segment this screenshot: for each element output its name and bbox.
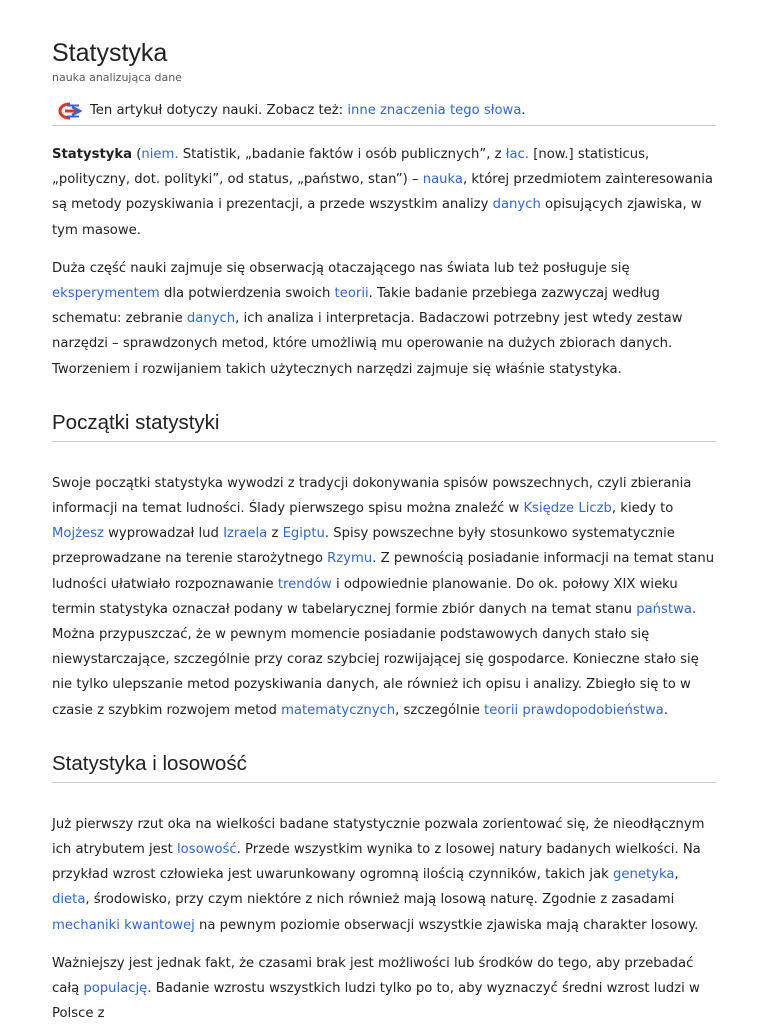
link-ksiega-liczb[interactable]: Księdze Liczb — [523, 501, 612, 517]
text-span: Statistik, „badanie faktów i osób publicznych”, z — [178, 147, 506, 162]
link-teorii[interactable]: teorii — [334, 286, 369, 302]
text-span: . Można przypuszczać, że w pewnym momencie posiadanie podstawowych danych stało się niewystarczające, szczególnie przy coraz szybciej rozwijającej się gospodarce. Konieczne stało się nie tylko ulepszanie metod pozyskiwania danych, ale również ich opisu i analizy. Zbiegło się to w czasie z szybkim rozwojem metod — [52, 601, 699, 718]
page-subtitle: nauka analizująca dane — [52, 71, 182, 84]
hatnote — [52, 98, 716, 126]
section-heading-poczatki: Początki statystyki — [52, 408, 716, 442]
text-span: . Przede wszystkim wynika to z losowej natury badanych wielkości. Na przykład wzrost człowieka jest uwarunkowany ogromną ilością czynników, takich jak — [52, 842, 701, 883]
text-span: . — [663, 702, 668, 718]
text-span: na pewnym poziomie obserwacji wszystkie zjawiska mają charakter losowy. — [194, 917, 699, 933]
link-eksperymentem[interactable]: eksperymentem — [52, 286, 160, 302]
hatnote-prefix: Ten artykuł dotyczy nauki. Zobacz też: — [90, 103, 348, 118]
text-span: wyprowadzał lud — [103, 526, 224, 542]
link-egiptu[interactable]: Egiptu — [282, 526, 325, 542]
section1-paragraph-1 — [52, 471, 716, 723]
text-span: , której przedmiotem zainteresowania są metody pozyskiwania i prezentacji, a przede wszystkim analizy — [52, 172, 713, 213]
text-span: . Spisy powszechne były stosunkowo systematycznie przeprowadzane na terenie starożytnego — [52, 526, 675, 567]
intro-paragraph-2 — [52, 256, 716, 382]
section2-paragraph-2 — [52, 951, 716, 1026]
link-izraela[interactable]: Izraela — [223, 526, 268, 542]
text-span: dla potwierdzenia swoich — [159, 286, 335, 302]
text-span: , — [674, 867, 679, 883]
text-span: . Z pewnością posiadanie informacji na temat stanu ludności ułatwiało rozpoznawanie — [52, 551, 715, 592]
text-span: , ich analiza i interpretacja. Badaczowi potrzebny jest wtedy zestaw narzędzi – sprawdzonych metod, które umożliwią mu operowanie na dużych zbiorach danych. — [52, 311, 683, 352]
page-title: Statystyka — [52, 39, 168, 67]
text-span: Swoje początki statystyka wywodzi z tradycji dokonywania spisów powszechnych, czyli zbierania informacji na temat ludności. Ślady pierwszego spisu można znaleźć w — [52, 475, 692, 517]
text-span: . Badanie wzrostu wszystkich ludzi tylko po to, aby wyznaczyć średni wzrost ludzi w Polsce z — [52, 981, 700, 1022]
link-panstwa[interactable]: państwa — [636, 601, 692, 617]
text-span: z — [267, 526, 283, 542]
text-span: opisujących zjawiska, w tym masowe. — [52, 197, 702, 238]
link-genetyka[interactable]: genetyka — [613, 867, 675, 883]
link-populacje[interactable]: populację — [83, 981, 148, 997]
text-span: , środowisko, przy czym niektóre z nich również mają losową naturę. Zgodnie z zasadami — [85, 892, 675, 908]
lead-term: Statystyka — [52, 147, 133, 162]
hatnote-end: . — [521, 103, 526, 118]
section-heading-losowosc: Statystyka i losowość — [52, 749, 716, 783]
text-span: Duża część nauki zajmuje się obserwacją otaczającego nas świata lub też posługuje się — [52, 260, 630, 276]
text-span: Tworzeniem i rozwijaniem takich użytecznych narzędzi zajmuje się właśnie statystyka. — [52, 361, 622, 377]
link-teorii-prawdopodobienstwa[interactable]: teorii prawdopodobieństwa — [484, 702, 664, 718]
hatnote-link[interactable]: inne znaczenia tego słowa — [347, 103, 522, 118]
link-niem[interactable]: niem. — [141, 147, 179, 162]
link-trendow[interactable]: trendów — [277, 576, 332, 592]
text-span: , szczególnie — [395, 702, 485, 718]
intro-paragraph-1 — [52, 142, 716, 243]
text-span: ( — [132, 147, 142, 162]
link-dieta[interactable]: dieta — [52, 892, 86, 908]
text-span: Już pierwszy rzut oka na wielkości badane statystycznie pozwala zorientować się, że nieodłącznym ich atrybutem jest — [52, 816, 705, 858]
link-lac[interactable]: łac. — [505, 147, 529, 162]
link-mojzesz[interactable]: Mojżesz — [52, 526, 104, 542]
section2-paragraph-1 — [52, 812, 716, 938]
text-span: , kiedy to — [611, 501, 674, 517]
link-rzymu[interactable]: Rzymu — [327, 551, 373, 567]
link-matematycznych[interactable]: matematycznych — [281, 702, 396, 718]
disambiguation-arrows-icon — [56, 102, 82, 120]
hatnote-text — [90, 100, 526, 122]
text-span: [now.] statisticus, „polityczny, dot. polityki”, od status, „państwo, stan”) – — [52, 147, 650, 188]
link-mechaniki-kwantowej[interactable]: mechaniki kwantowej — [52, 917, 195, 933]
link-danych[interactable]: danych — [492, 197, 541, 213]
link-danych[interactable]: danych — [186, 311, 236, 327]
text-span: Ważniejszy jest jednak fakt, że czasami brak jest możliwości lub środków do tego, aby przebadać całą — [52, 955, 694, 997]
text-span: . Takie badanie przebiega zazwyczaj według schematu: zebranie — [52, 286, 660, 327]
link-losowosc[interactable]: losowość — [177, 842, 237, 858]
text-span: i odpowiednie planowanie. Do ok. połowy XIX wieku termin statystyka oznaczał podany w tabelarycznej formie zbiór danych na temat stanu — [52, 576, 678, 617]
link-nauka[interactable]: nauka — [422, 172, 464, 188]
